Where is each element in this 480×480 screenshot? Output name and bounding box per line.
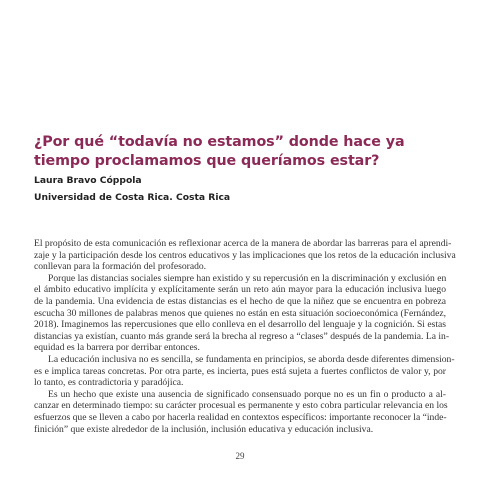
body-line: distancias ya existían, cuanto más grande será la brecha al regreso a “clases” después de la pandemia. La in- [34, 330, 450, 342]
body-line: El propósito de esta comunicación es reflexionar acerca de la manera de abordar las barreras para el aprendi- [34, 238, 452, 249]
body-line: esfuerzos que se lleven a cabo por hacerla realidad en contextos específicos: importante reconocer la “inde- [34, 411, 447, 423]
body-line: conllevan para la formación del profesorado. [34, 261, 207, 273]
article-body [34, 238, 456, 435]
body-line: lo tanto, es contradictoria y paradójica. [34, 377, 184, 389]
body-line: equidad es la barrera por derribar entonces. [34, 342, 200, 354]
body-line: La educación inclusiva no es sencilla, se fundamenta en principios, se aborda desde diferentes dimension- [48, 353, 455, 365]
body-line: el ámbito educativo implícita y explícitamente serán un reto aún mayor para la educación inclusiva luego [34, 284, 446, 296]
body-line: zaje y la participación desde los centros educativos y las implicaciones que los retos de la educación inclusiva [34, 249, 456, 261]
body-line: finición” que existe alrededor de la inclusión, inclusión educativa y educación inclusiva. [34, 423, 374, 435]
body-line: escucha 30 millones de palabras menos que quienes no están en esta situación socioeconómica (Fernández, [34, 307, 446, 319]
author-name: Laura Bravo Cóppola [34, 175, 142, 186]
body-line: es e implica tareas concretas. Por otra parte, es incierta, pues está sujeta a fuertes conflictos de valor y, por [34, 365, 446, 377]
article-title: ¿Por qué “todavía no estamos” donde hace ya tiempo proclamamos que queríamos estar? [34, 134, 405, 169]
body-line: Porque las distancias sociales siempre han existido y su repercusión en la discriminación y exclusión en [48, 272, 447, 284]
author-affiliation: Universidad de Costa Rica. Costa Rica [34, 192, 231, 203]
page-number: 29 [235, 451, 245, 461]
body-line: 2018). Imaginemos las repercusiones que ello conlleva en el desarrollo del lenguaje y la cognición. Si estas [34, 319, 446, 331]
body-line: de la pandemia. Una evidencia de estas distancias es el hecho de que la niñez que se encuentra en pobreza [34, 295, 446, 307]
body-line: canzar en determinado tiempo: su carácter procesual es permanente y esto cobra particular relevancia en los [34, 400, 448, 412]
body-line: Es un hecho que existe una ausencia de significado consensuado porque no es un fin o producto a al- [48, 388, 446, 400]
